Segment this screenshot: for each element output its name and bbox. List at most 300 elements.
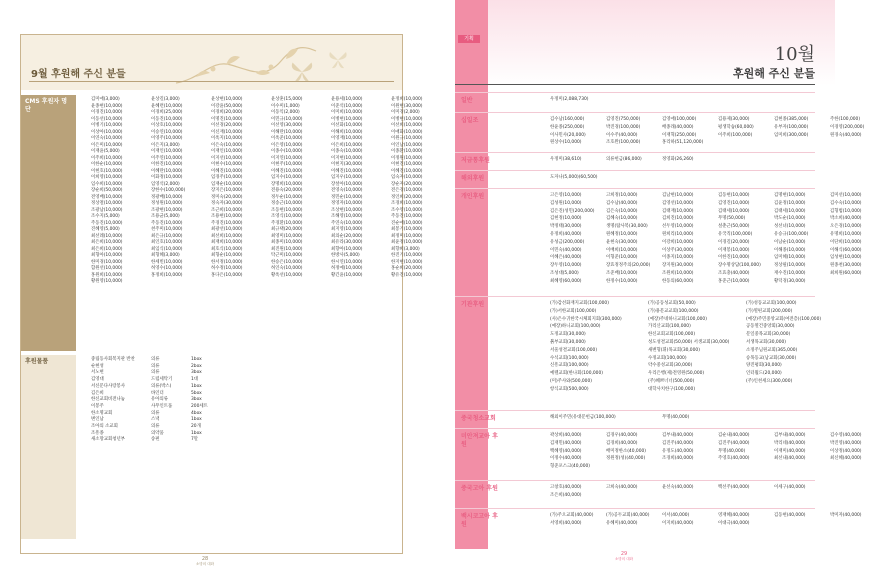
donor-entry: 한신교회비전나눔 — [91, 397, 125, 403]
donor-entry: 생명(탐사복(30,000) — [606, 224, 648, 230]
donor-entry: 백선주(40,000) — [718, 485, 750, 490]
donor-entry: 장명희(10,000) — [271, 181, 303, 187]
donor-entry: 임미희(300,000) — [774, 132, 809, 138]
list-row — [91, 424, 231, 431]
donor-entry — [774, 520, 830, 528]
donor-entry: 홍다은(10,000) — [211, 272, 243, 278]
donor-entry: 이상정(40,000) — [830, 448, 862, 454]
donor-entry: 최진원(10,000) — [271, 246, 303, 252]
donor-entry: 이선화(10,000) — [331, 123, 363, 128]
donor-entry — [662, 463, 718, 471]
section-label: 미안져교아 후원 — [461, 433, 498, 448]
donor-entry: 1box — [191, 417, 202, 423]
section-entries — [550, 174, 606, 182]
donor-entry: 고은영(10,000) — [550, 193, 582, 198]
section-tag: 기획 — [458, 35, 480, 43]
donor-entry: 김수숙(10,000) — [830, 200, 862, 206]
donor-entry — [774, 492, 830, 500]
donor-entry: 조경희(10,000) — [391, 201, 423, 206]
list-row — [91, 357, 231, 364]
list-row — [550, 370, 844, 378]
donor-entry: 원상수(10,000) — [550, 140, 582, 146]
donor-entry: 사무인트품 — [151, 403, 173, 409]
donor-entry: (가)성동교교회(100,000) — [746, 301, 797, 306]
list-row — [91, 279, 451, 286]
donor-entry: 이미희(10,000) — [331, 110, 363, 115]
donor-entry: 박소희(40,000) — [830, 216, 862, 222]
donor-entry — [606, 414, 662, 422]
list-row — [550, 492, 886, 500]
list-row — [550, 223, 886, 231]
list-row — [550, 192, 886, 200]
donor-entry: 최은희(10,000) — [91, 240, 123, 245]
donor-entry: 해외이주민(유대문헌금(100,000) — [550, 415, 616, 420]
donor-entry: 5box — [191, 390, 202, 396]
donor-entry: 오은경(10,000) — [830, 224, 862, 230]
donor-entry: 진순애(10,000) — [391, 220, 423, 226]
donor-entry: 의류 — [151, 410, 160, 416]
donor-entry: 이봉주 — [91, 403, 104, 409]
left-page-header — [21, 35, 402, 90]
donor-entry: (예장)주네하니교회(100,000) — [648, 316, 707, 322]
donor-entry: 이현주(10,000) — [271, 162, 303, 167]
list-row — [550, 215, 886, 223]
donor-entry: 우정미(38,610) — [550, 157, 582, 162]
donor-entry: 조효충(40,000) — [718, 270, 750, 276]
donor-entry — [830, 484, 886, 492]
list-row — [91, 397, 231, 404]
donor-entry: 김경우(40,000) — [606, 433, 638, 438]
donor-entry: 원경숙(40,000) — [830, 132, 862, 138]
donor-entry: 황덕경(30,000) — [774, 278, 806, 284]
donor-entry: 이상주(30,000) — [662, 247, 694, 253]
donor-entry: 문일중목교회(30,000) — [746, 332, 791, 338]
donor-entry: 김은진(성민(200,000) — [550, 208, 595, 214]
list-row — [550, 116, 886, 124]
section-entries — [550, 116, 886, 147]
donor-entry: 이명진(10,000) — [211, 116, 243, 122]
donor-entry: 조영식(10,000) — [271, 214, 303, 219]
donor-entry — [662, 492, 718, 500]
section-entries — [550, 192, 886, 286]
donor-entry: 한지현(10,000) — [391, 259, 423, 265]
donor-entry: 최선내(40,000) — [774, 456, 806, 462]
donor-entry: 의약품 — [151, 430, 164, 436]
donor-entry: 곽상희(40,000) — [550, 433, 582, 438]
donor-entry: 주영호(40,000) — [718, 456, 750, 462]
donor-entry: 한방사(5,000) — [331, 253, 360, 258]
donor-entry: 최희원(60,000) — [830, 270, 862, 276]
donor-entry: 새소망교회청년부 — [91, 437, 125, 443]
category-label: 후원물품 — [25, 358, 49, 365]
donor-entry: 조근희(10,000) — [211, 207, 243, 213]
donor-entry: 유성금(200,000) — [550, 239, 585, 245]
donor-entry: 의류(박스) — [151, 383, 172, 389]
donor-entry: 김희진(10,000) — [662, 216, 694, 222]
donor-entry: 이재인(10,000) — [151, 149, 183, 154]
donor-entry: 이주희(100,000) — [718, 132, 753, 138]
donor-entry: 이병기(10,000) — [91, 123, 123, 128]
category-label: CMS 후원자 명단 — [25, 98, 68, 113]
donor-entry: 조은희(40,000) — [550, 492, 582, 498]
donor-entry: 주동진(10,000) — [391, 214, 423, 219]
donor-entry: (가)주오교회(40,000) — [550, 513, 594, 518]
page-number-value: 28 — [201, 556, 209, 562]
donor-entry: 김영애(100,000) — [662, 117, 697, 122]
donor-entry: 이종환(10,000) — [391, 149, 423, 154]
section-label: 십일조 — [461, 117, 479, 124]
donor-entry: 홍원희(10,000) — [91, 272, 123, 278]
donor-entry: 이준석(10,000) — [331, 103, 363, 109]
donor-entry: 이재혁(250,000) — [662, 132, 697, 138]
donor-entry: (가)공두교회(40,000) — [606, 513, 650, 518]
list-row — [550, 355, 844, 363]
donor-entry: 7말 — [191, 437, 199, 443]
donor-entry: 이병현(10,000) — [391, 116, 423, 122]
donor-entry: 정원정(성)(40,000) — [606, 456, 646, 462]
donor-entry: 김명현(10,000) — [774, 193, 806, 198]
donor-entry: 조성대(5,000) — [550, 270, 579, 276]
donor-entry: 이강희(10,000) — [662, 239, 694, 245]
donor-entry: 이대극(40,000) — [718, 520, 750, 526]
donor-entry: 인터월드(20,000) — [746, 371, 782, 377]
donor-entry: 이종수(10,000) — [271, 149, 303, 154]
donor-entry: 이은영(10,000) — [271, 142, 303, 148]
donor-entry: 최은규(10,000) — [151, 233, 183, 239]
donor-entry — [774, 463, 830, 471]
donor-entry: 조호완(100,000) — [606, 140, 641, 146]
donor-entry: 이지희(40,000) — [662, 520, 694, 526]
donor-entry: 이한순(10,000) — [91, 162, 123, 167]
donor-entry: 평생학습(60,000) — [718, 124, 754, 130]
donor-entry — [718, 463, 774, 471]
section-label: 중국고아 후원 — [461, 485, 498, 492]
section-label: 일반 — [461, 97, 473, 104]
donor-entry: 2box — [191, 363, 202, 369]
donor-entry: 정송근(10,000) — [271, 201, 303, 206]
list-row — [550, 308, 844, 316]
donor-entry: 이종숙(10,000) — [331, 149, 363, 154]
donor-entry: 이신재(10,000) — [211, 129, 243, 135]
donor-entry: 무명(40,000) — [662, 415, 690, 420]
donor-entry: 정인희(20,000) — [391, 194, 423, 200]
donor-entry: 조수지(5,000) — [91, 214, 120, 219]
donor-entry — [774, 139, 830, 147]
donor-entry — [606, 463, 662, 471]
donor-entry: 장수명상담(100,000) — [718, 263, 761, 269]
donor-section — [455, 480, 815, 498]
donor-entry: 홍순희(20,000) — [391, 266, 423, 271]
donor-entry: 한승은(10,000) — [271, 259, 303, 265]
donor-entry: 이희영(10,000) — [91, 175, 123, 180]
donor-entry: 홍정희(10,000) — [151, 272, 183, 278]
donor-entry: 김재민(40,000) — [550, 440, 582, 446]
donor-entry: 이혜진(10,000) — [331, 168, 363, 174]
donor-entry: 김성원(10,000) — [550, 200, 582, 206]
donor-entry: 정민순(10,000) — [331, 194, 363, 200]
donor-entry: 조동현(10,000) — [271, 207, 303, 213]
donor-entry: 이은지(3,000) — [151, 142, 180, 148]
donor-entry: 정광배(10,000) — [151, 194, 183, 200]
month-heading: 10월 — [774, 44, 815, 65]
donor-entry: 조광현(10,000) — [151, 207, 183, 213]
donor-section — [455, 152, 815, 164]
list-row — [550, 278, 886, 286]
donor-entry: 이해식(60,000) — [830, 247, 862, 253]
list-row — [550, 124, 886, 132]
donor-entry — [746, 386, 844, 394]
donor-entry: 이혜진(10,000) — [211, 168, 243, 174]
donor-entry: 이현수(10,000) — [211, 162, 243, 167]
donor-entry: 최형아(10,000) — [91, 253, 123, 258]
donor-entry: 1box — [191, 430, 202, 436]
list-row — [91, 404, 231, 411]
donor-entry: 이혜은(40,000) — [550, 255, 582, 261]
donor-entry: 조상현(10,000) — [331, 207, 363, 213]
list-row — [550, 386, 844, 394]
list-row — [550, 463, 886, 471]
right-page — [424, 0, 865, 573]
donor-entry: 이민숙(40,000) — [550, 247, 582, 253]
donor-entry: 이재윤(5,000) — [91, 149, 120, 154]
donor-entry: 조용현(10,000) — [211, 214, 243, 219]
donor-entry: 이동진(10,000) — [151, 116, 183, 122]
donor-entry: 유국직(100,000) — [718, 231, 753, 237]
donor-entry: (주)혜쁘너너(500,000) — [648, 378, 695, 384]
donor-entry: 최선례(10,000) — [91, 233, 123, 239]
donor-entry: 이승연(10,000) — [151, 129, 183, 135]
donor-entry: 임수희(10,000) — [91, 181, 123, 187]
donor-entry: 윤상길(3,000) — [151, 97, 180, 102]
donor-entry: 주경환(10,000) — [271, 220, 303, 226]
donor-entry: (예장)하니교회(100,000) — [550, 324, 601, 330]
donor-entry: 최혜영(60,000) — [550, 278, 582, 284]
donor-entry: 김부내(40,000) — [774, 433, 806, 438]
donor-entry: (사)은수귀한국시체회지회(300,000) — [550, 316, 622, 322]
list-row — [550, 455, 886, 463]
donor-entry: 이경희(25,000) — [151, 110, 183, 115]
donor-entry: 김영대 — [91, 377, 104, 383]
donor-entry: 이수미(1,000) — [271, 103, 300, 109]
list-row — [550, 512, 886, 520]
donor-entry: 이주연(10,000) — [151, 155, 183, 161]
donor-entry: 박도순(10,000) — [774, 216, 806, 222]
donor-entry: 장한수(100,000) — [151, 188, 186, 193]
donor-entry: 고희숙(40,000) — [606, 485, 638, 490]
donor-entry: 이세구(40,000) — [774, 485, 806, 490]
donor-entry: 이배희(10,000) — [606, 247, 638, 253]
donor-entry: 조원희(10,000) — [662, 270, 694, 276]
donor-entry: 김영진(750,000) — [606, 117, 641, 122]
donor-entry: 최임식(10,000) — [151, 246, 183, 252]
donor-entry: 김진주(40,000) — [718, 440, 750, 446]
donor-entry: 조경희(40,000) — [662, 456, 694, 462]
donor-entry: 김동현(40,000) — [774, 513, 806, 518]
list-row — [550, 300, 844, 308]
section-label: 중국청소교회 — [461, 415, 496, 422]
list-row — [550, 484, 886, 492]
donor-entry: 정영자(10,000) — [331, 201, 363, 206]
donor-entry: 최향희(3,000) — [391, 246, 420, 252]
section-label: 백시코고아 후원 — [461, 513, 498, 528]
donor-entry: 허수정(10,000) — [211, 266, 243, 271]
donor-entry: 서울성결교회(100,000) — [550, 347, 598, 353]
donor-entry: 최정미(10,000) — [391, 233, 423, 239]
donor-entry: 이영재(10,000) — [331, 136, 363, 141]
list-row — [550, 174, 606, 182]
donor-entry: 이한진(10,000) — [151, 162, 183, 167]
list-row — [550, 156, 718, 164]
section-entries — [550, 484, 886, 500]
donor-entry: 바인더 — [151, 390, 164, 396]
donor-entry — [830, 492, 886, 500]
donor-entry — [211, 279, 271, 286]
donor-entry: 유아의류 — [151, 397, 168, 403]
donor-entry: 김태세(10,000) — [718, 208, 750, 214]
donor-entry: 최봉기(10,000) — [391, 227, 423, 232]
donor-entry: 최광선(10,000) — [211, 227, 243, 232]
donor-entry: 약수중성교회(30,000) — [648, 363, 693, 369]
donor-entry: 전영숙(10,000) — [331, 188, 363, 193]
donor-entry: 이혜진(10,000) — [271, 168, 303, 174]
list-row — [91, 384, 231, 391]
donor-entry: 허정예(10,000) — [331, 266, 363, 271]
list-row — [550, 262, 886, 270]
donor-entry: 대학사치한구(100,000) — [648, 386, 696, 392]
donor-entry: 수정교회(100,000) — [648, 355, 687, 361]
donor-entry: 김현정(10,000) — [550, 216, 582, 222]
donor-entry — [718, 139, 774, 147]
donor-entry: (예장)주민중앙교회(여전층)(100,000) — [746, 316, 822, 322]
page-caption: 소망의 대화 — [614, 557, 634, 561]
donor-entry: 김남현(10,000) — [662, 193, 694, 198]
donor-entry: 이남순(10,000) — [774, 239, 806, 245]
list-row — [550, 414, 718, 422]
list-row — [91, 364, 231, 371]
donor-entry: 최선희(10,000) — [211, 233, 243, 239]
donor-entry: 유승규(100,000) — [774, 231, 809, 237]
donor-entry: 유혜미(40,000) — [606, 520, 638, 526]
section-entries — [550, 156, 718, 164]
donor-entry: 의류헌금(86,000) — [606, 157, 642, 162]
list-row — [550, 362, 844, 370]
donor-entry: 이혜란(10,000) — [151, 168, 183, 174]
donor-entry: 원혜정(10,000) — [606, 231, 638, 237]
donor-entry: 이상아(10,000) — [91, 129, 123, 135]
donor-entry: 무명(40,000) — [718, 448, 746, 454]
donor-entry: 주동진(10,000) — [151, 220, 183, 226]
donor-entry: 한세빈(10,000) — [151, 259, 183, 265]
left-page-frame — [20, 34, 423, 554]
donor-entry: 배미정한소(40,000) — [606, 448, 646, 454]
donor-entry — [271, 279, 331, 286]
donor-entry: 이정원(10,000) — [391, 155, 423, 161]
donor-entry: 최유라(30,000) — [331, 240, 363, 245]
page-title: 9월 후원해 주신 분들 — [31, 69, 126, 80]
donor-entry: 최재희(10,000) — [211, 240, 243, 245]
donor-entry: 최향아(10,000) — [331, 246, 363, 252]
donor-entry: 최의순(20,000) — [331, 233, 363, 239]
list-row — [550, 254, 886, 262]
donor-entry: 장순자(20,000) — [391, 181, 423, 187]
donor-entry: 우리은행(제)전영원(50,000) — [648, 371, 705, 377]
donor-entry: 정영화(26,260) — [662, 157, 694, 162]
donor-entry: 최규택(20,000) — [271, 227, 303, 232]
donor-entry: 전용숙(20,000) — [271, 188, 303, 193]
donor-entry: 4box — [191, 410, 202, 416]
donor-entry: 유부자(100,000) — [774, 124, 809, 130]
donor-entry: 한윤종(250,000) — [550, 124, 585, 130]
list-row — [550, 520, 886, 528]
donor-entry: 최지영(10,000) — [331, 227, 363, 232]
donor-entry: 이강윤(50,000) — [211, 103, 243, 109]
list-row — [550, 208, 886, 216]
donor-entry: 이원규(10,000) — [391, 136, 423, 141]
donor-entry — [331, 279, 391, 286]
donor-entry: 의류 — [151, 370, 160, 376]
list-row — [550, 231, 886, 239]
donor-entry: 최인호(10,000) — [151, 240, 183, 245]
supplies-list — [91, 357, 231, 444]
donor-entry: 조용균(5,000) — [151, 214, 180, 219]
list-row — [91, 411, 231, 418]
donor-entry: 전영배(10,000) — [91, 194, 123, 200]
donor-entry: 김혜숙(10,000) — [606, 216, 638, 222]
donor-entry: 설춘근(50,000) — [718, 224, 750, 230]
donor-entry: 장지은(10,000) — [211, 188, 243, 193]
donor-entry: 탁근미(10,000) — [271, 253, 303, 258]
donor-entry: 서노현 — [91, 370, 104, 376]
list-row — [550, 96, 606, 104]
donor-entry: 정성원(10,000) — [151, 201, 183, 206]
donor-entry: 변인남 — [91, 417, 104, 423]
list-row — [550, 132, 886, 140]
donor-entry: 한신교회교회(100,000) — [648, 332, 696, 338]
list-row — [550, 448, 886, 456]
donor-entry: 장순희(50,000) — [91, 188, 123, 193]
donor-entry: 진혜영(5,000) — [91, 227, 120, 232]
donor-entry: 이현지(30,000) — [331, 162, 363, 167]
donor-entry: 송편 — [151, 437, 160, 443]
donor-entry: 정미숙(20,000) — [211, 194, 243, 200]
donor-entry: 이지현(10,000) — [331, 155, 363, 161]
donor-entry: 이정수(40,000) — [550, 456, 582, 462]
donor-entry: 조광남(10,000) — [91, 207, 123, 213]
donor-entry: 이종지(10,000) — [662, 255, 694, 261]
donor-entry: 이혜진(10,000) — [391, 168, 423, 174]
donor-entry: 이동익(2,000) — [271, 110, 300, 115]
donor-entry: 서생목교회(30,000) — [746, 339, 786, 345]
donor-entry: 고창호(40,000) — [550, 485, 582, 490]
donor-entry: 붉부교회(30,000) — [550, 339, 586, 345]
list-row — [550, 331, 844, 339]
donor-entry: 예렐교회(한나회(100,000) — [550, 371, 603, 377]
list-row — [550, 139, 886, 147]
donor-entry: 선두영(10,000) — [662, 224, 694, 230]
list-row — [550, 440, 886, 448]
donor-entry: 이은미(10,000) — [91, 142, 123, 148]
donor-entry: 임재순(10,000) — [211, 181, 243, 187]
donor-entry — [830, 520, 886, 528]
donor-entry: 이원현(30,000) — [391, 103, 423, 109]
list-row — [550, 239, 886, 247]
list-row — [550, 323, 844, 331]
donor-entry: 주연숙(10,000) — [331, 220, 363, 226]
donor-entry: 김미애(3,000) — [91, 97, 120, 102]
list-row — [550, 270, 886, 278]
donor-section — [455, 428, 862, 470]
donor-entry: (가)용문교교회(100,000) — [648, 308, 699, 314]
